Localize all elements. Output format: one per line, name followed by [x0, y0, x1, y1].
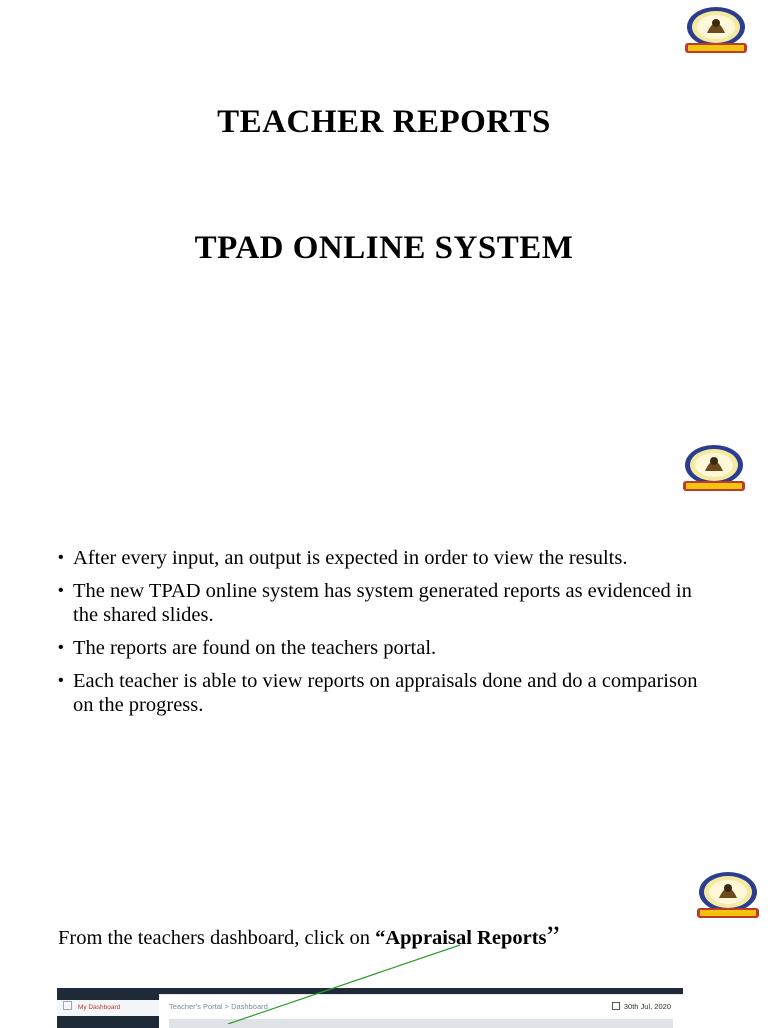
slide-title: [0, 0, 768, 420]
list-item: • Each teacher is able to view reports on appraisals done and do a comparison on the progress.: [58, 670, 698, 716]
page-title: TEACHER REPORTS: [217, 104, 551, 140]
appraisal-reports-label: Appraisal Reports: [385, 927, 547, 949]
page-subtitle: TPAD ONLINE SYSTEM: [194, 230, 574, 266]
bullet-icon: •: [58, 549, 64, 566]
bullet-icon: •: [58, 672, 64, 689]
breadcrumb: Teacher's Portal > Dashboard: [169, 1002, 268, 1011]
bullet-icon: •: [58, 639, 64, 656]
list-item: • The reports are found on the teachers portal.: [58, 637, 437, 659]
sidebar-item-dashboard[interactable]: My Dashboard: [57, 1000, 159, 1016]
tsc-logo: [682, 5, 750, 57]
date-display: 30th Jul, 2020: [612, 1002, 671, 1011]
pointer-arrow: [0, 850, 768, 1024]
bullet-icon: •: [58, 582, 64, 599]
list-item: • The new TPAD online system has system generated reports as evidenced in the shared slides.: [58, 580, 692, 626]
slide-instructions: [0, 850, 768, 1024]
slide-overview: [0, 420, 768, 840]
list-item: • After every input, an output is expected in order to view the results.: [58, 547, 628, 569]
instruction-text: From the teachers dashboard, click on “Appraisal Reports”: [58, 920, 560, 953]
tsc-logo: [680, 443, 748, 495]
bullet-list: [58, 546, 718, 726]
